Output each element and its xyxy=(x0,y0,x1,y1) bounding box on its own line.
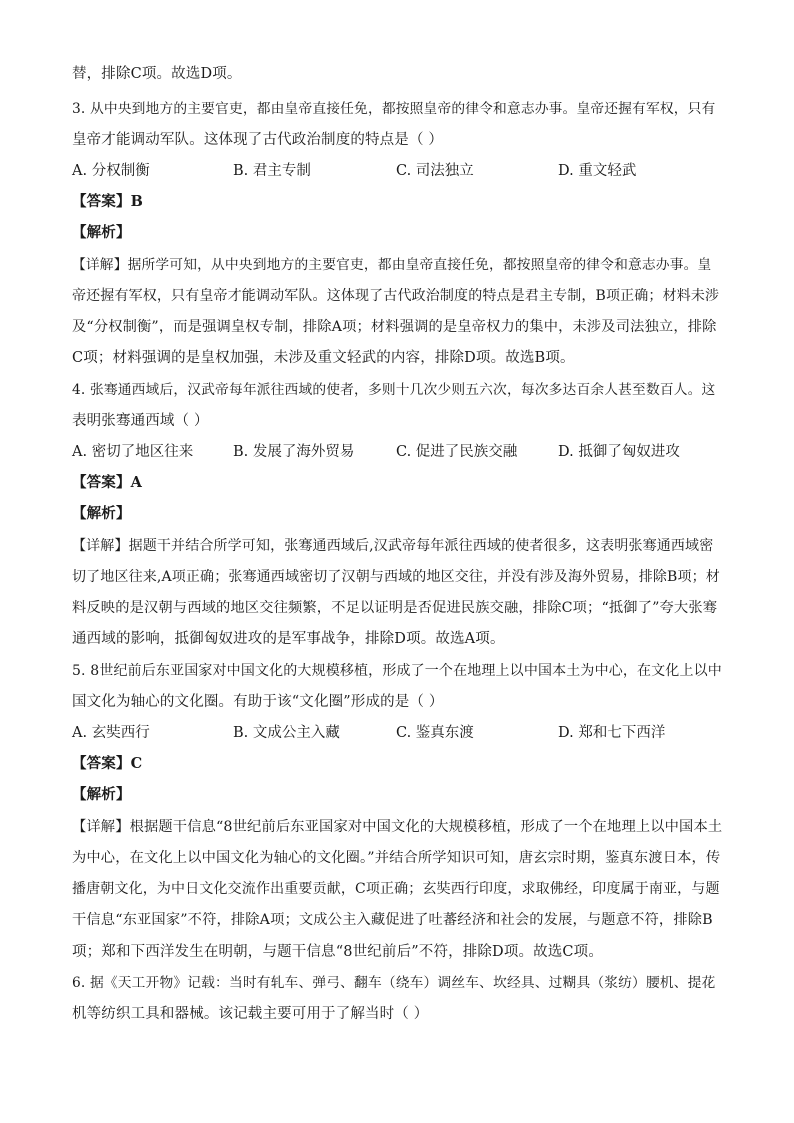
q5-analysis-heading: 【解析】 xyxy=(72,786,131,803)
q4-explanation: 【详解】据题干并结合所学可知，张骞通西域后,汉武帝每年派往西域的使者很多，这表明张骞通西域密 xyxy=(72,538,714,554)
q5-option-b: B. 文成公主入藏 xyxy=(233,725,340,741)
q5-explanation: 播唐朝文化，为中日文化交流作出重要贡献，C项正确；玄奘西行印度，求取佛经，印度属于南亚，与题 xyxy=(72,881,720,897)
question-5-stem: 5. 8世纪前后东亚国家对中国文化的大规模移植，形成了一个在地理上以中国本土为中心，在文化上以中 xyxy=(72,663,722,679)
question-4-stem: 4. 张骞通西域后，汉武帝每年派往西域的使者，多则十几次少则五六次，每次多达百余人甚至数百人。这 xyxy=(72,382,716,398)
question-6-stem: 机等纺织工具和器械。该记载主要可用于了解当时（ ） xyxy=(72,1006,429,1022)
q4-answer: 【答案】A xyxy=(72,474,142,491)
q5-explanation: 干信息“东亚国家”不符，排除A项；文成公主入藏促进了吐蕃经济和社会的发展，与题意不符，排除B xyxy=(72,912,713,928)
q4-option-b: B. 发展了海外贸易 xyxy=(233,444,355,460)
q4-explanation: 料反映的是汉朝与西域的地区交往频繁，不足以证明是否促进民族交融，排除C项；“抵御了”夸大张骞 xyxy=(72,600,718,616)
q5-explanation: 项；郑和下西洋发生在明朝，与题干信息“8世纪前后”不符，排除D项。故选C项。 xyxy=(72,944,603,960)
question-3-stem: 3. 从中央到地方的主要官吏，都由皇帝直接任免，都按照皇帝的律令和意志办事。皇帝还握有军权，只有 xyxy=(72,101,716,117)
question-3-stem: 皇帝才能调动军队。这体现了古代政治制度的特点是（ ） xyxy=(72,132,444,148)
q4-explanation: 通西域的影响，抵御匈奴进攻的是军事战争，排除D项。故选A项。 xyxy=(72,631,505,647)
q3-option-b: B. 君主专制 xyxy=(233,163,311,179)
q3-analysis-heading: 【解析】 xyxy=(72,224,131,241)
q3-explanation: C项；材料强调的是皇权加强，未涉及重文轻武的内容，排除D项。故选B项。 xyxy=(72,350,575,366)
q5-option-d: D. 郑和七下西洋 xyxy=(558,725,666,741)
q4-explanation: 切了地区往来,A项正确；张骞通西域密切了汉朝与西域的地区交往，并没有涉及海外贸易，排除B项；材 xyxy=(72,569,720,585)
q3-option-c: C. 司法独立 xyxy=(396,163,474,179)
q5-option-c: C. 鉴真东渡 xyxy=(396,725,474,741)
paragraph-line: 替，排除C项。故选D项。 xyxy=(72,66,242,82)
q3-explanation: 及“分权制衡”，而是强调皇权专制，排除A项；材料强调的是皇帝权力的集中，未涉及司法独立，排除 xyxy=(72,319,717,335)
q3-explanation: 帝还握有军权，只有皇帝才能调动军队。这体现了古代政治制度的特点是君主专制，B项正确；材料未涉 xyxy=(72,288,720,304)
q4-option-a: A. 密切了地区往来 xyxy=(72,444,194,460)
q5-explanation: 【详解】根据题干信息“8世纪前后东亚国家对中国文化的大规模移植，形成了一个在地理上以中国本土 xyxy=(72,819,723,835)
q4-option-c: C. 促进了民族交融 xyxy=(396,444,518,460)
q5-answer: 【答案】C xyxy=(72,755,143,772)
question-6-stem: 6. 据《天工开物》记载：当时有轧车、弹弓、翻车（绕车）调丝车、坎经具、过糊具（浆纺）腰机、提花 xyxy=(72,975,716,991)
q5-option-a: A. 玄奘西行 xyxy=(72,725,150,741)
q3-answer: 【答案】B xyxy=(72,193,144,210)
q4-analysis-heading: 【解析】 xyxy=(72,505,131,522)
question-5-stem: 国文化为轴心的文化圈。有助于该“文化圈”形成的是（ ） xyxy=(72,694,444,710)
q5-explanation: 为中心，在文化上以中国文化为轴心的文化圈。”并结合所学知识可知，唐玄宗时期，鉴真东渡日本，传 xyxy=(72,850,721,866)
q3-option-d: D. 重文轻武 xyxy=(558,163,637,179)
question-4-stem: 表明张骞通西域（ ） xyxy=(72,413,209,429)
q3-option-a: A. 分权制衡 xyxy=(72,163,150,179)
q4-option-d: D. 抵御了匈奴进攻 xyxy=(558,444,680,460)
q3-explanation: 【详解】据所学可知，从中央到地方的主要官吏，都由皇帝直接任免，都按照皇帝的律令和意志办事。皇 xyxy=(72,257,712,273)
